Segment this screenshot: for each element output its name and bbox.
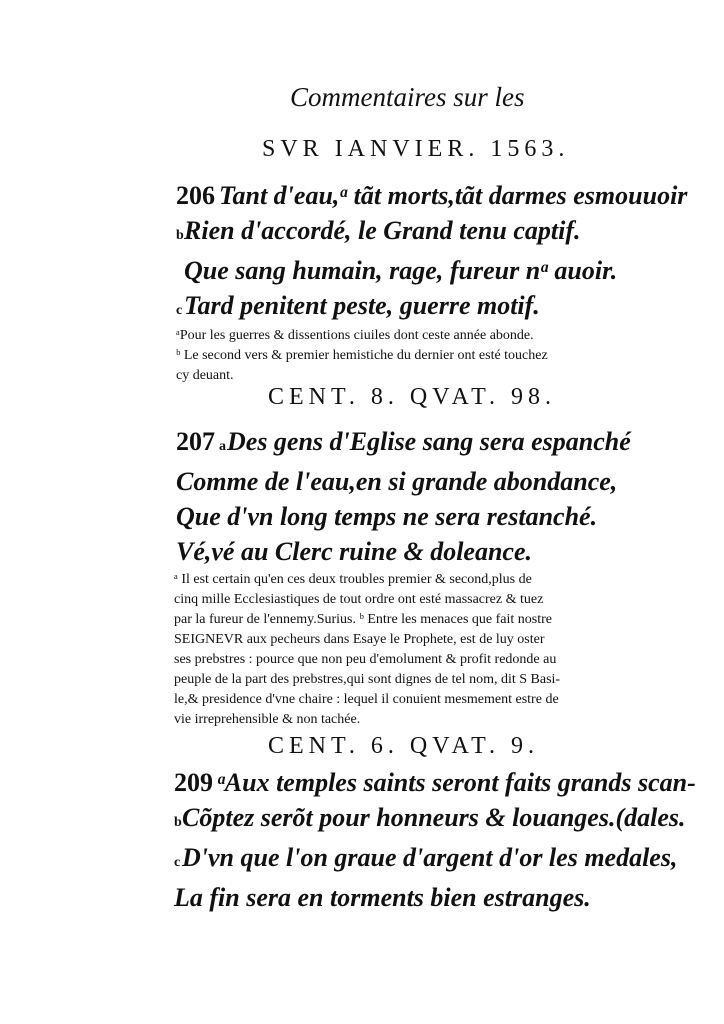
verse-text: Tard penitent peste, guerre motif. bbox=[184, 291, 540, 320]
verse-line bbox=[174, 800, 696, 840]
note-line: ᵇ Le second vers & premier hemistiche du dernier ont esté touchez bbox=[176, 348, 548, 363]
verse-number: 209 bbox=[174, 768, 213, 797]
note-line: par la fureur de l'ennemy.Surius. ᵇ Entre les menaces que fait nostre bbox=[174, 612, 552, 627]
verse-text: ᵃAux temples saints seront faits grands scan- bbox=[217, 768, 696, 797]
verse-207 bbox=[176, 424, 631, 569]
verse-line bbox=[176, 213, 687, 253]
note-line: peuple de la part des prebstres,qui sont dignes de tel nom, dit S Basi- bbox=[174, 672, 561, 687]
note-line: ᵃ Il est certain qu'en ces deux troubles premier & second,plus de bbox=[174, 572, 532, 587]
note-marker: c bbox=[176, 303, 183, 318]
note-line: ᵃPour les guerres & dissentions ciuiles dont ceste année abonde. bbox=[176, 328, 534, 343]
verse-text: D'vn que l'on graue d'argent d'or les medales, bbox=[182, 843, 678, 872]
verse-line bbox=[174, 765, 696, 800]
note-marker: c bbox=[174, 855, 181, 870]
verse-text: Comme de l'eau,en si grande abondance, bbox=[176, 467, 618, 496]
verse-text: Tant d'eau,ᵃ tãt morts,tãt darmes esmouuoir bbox=[219, 181, 688, 210]
section-title-1: SVR IANVIER. 1563. bbox=[262, 136, 570, 162]
section-title-3: CENT. 6. QVAT. 9. bbox=[268, 733, 539, 759]
verse-line bbox=[174, 840, 696, 880]
verse-line bbox=[176, 178, 687, 213]
note-line: le,& presidence d'vne chaire : lequel il conuient mesmement estre de bbox=[174, 692, 559, 707]
verse-line bbox=[176, 464, 631, 499]
note-marker: b bbox=[176, 228, 184, 243]
commentary-note-2 bbox=[174, 570, 560, 730]
verse-line bbox=[174, 880, 696, 915]
running-header: Commentaires sur les bbox=[290, 82, 525, 112]
verse-text: Vé,vé au Clerc ruine & doleance. bbox=[176, 537, 533, 566]
verse-number: 206 bbox=[176, 181, 215, 210]
note-line: cy deuant. bbox=[176, 368, 234, 383]
verse-line bbox=[176, 424, 631, 464]
verse-209 bbox=[174, 765, 696, 915]
verse-line bbox=[176, 288, 687, 328]
note-line: ses prebstres : pource que non peu d'emolument & profit redonde au bbox=[174, 652, 557, 667]
verse-206 bbox=[176, 178, 687, 328]
note-line: SEIGNEVR aux pecheurs dans Esaye le Prophete, est de luy oster bbox=[174, 632, 545, 647]
note-line: vie irreprehensible & non tachée. bbox=[174, 712, 361, 727]
verse-text: Rien d'accordé, le Grand tenu captif. bbox=[184, 216, 581, 245]
verse-text: Cõptez serõt pour honneurs & louanges.(dales. bbox=[182, 803, 686, 832]
verse-text: Que sang humain, rage, fureur nᵃ auoir. bbox=[184, 256, 618, 285]
verse-text: Des gens d'Eglise sang sera espanché bbox=[227, 427, 631, 456]
note-marker: a bbox=[219, 439, 226, 454]
verse-line bbox=[176, 253, 687, 288]
verse-line bbox=[176, 534, 631, 569]
verse-number: 207 bbox=[176, 427, 215, 456]
note-line: cinq mille Ecclesiastiques de tout ordre ont esté massacrez & tuez bbox=[174, 592, 544, 607]
note-marker: b bbox=[174, 815, 182, 830]
verse-line bbox=[176, 499, 631, 534]
commentary-note-1 bbox=[176, 326, 548, 386]
section-title-2: CENT. 8. QVAT. 98. bbox=[268, 384, 556, 410]
verse-text: La fin sera en torments bien estranges. bbox=[174, 883, 591, 912]
verse-text: Que d'vn long temps ne sera restanché. bbox=[176, 502, 598, 531]
